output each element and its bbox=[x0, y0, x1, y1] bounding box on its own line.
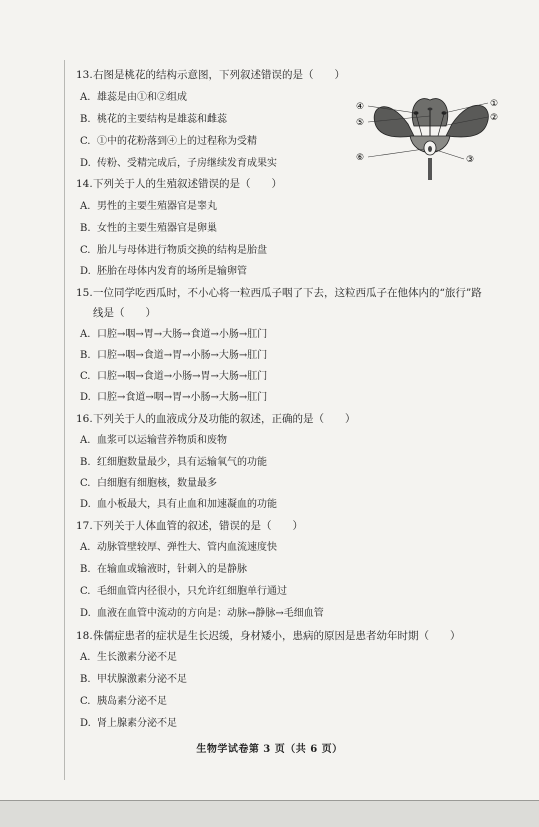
question-14-option-b[interactable]: B. 女性的主要生殖器官是卵巢 bbox=[80, 223, 217, 234]
figure-label-2: ② bbox=[490, 113, 499, 123]
question-13-text: 右图是桃花的结构示意图，下列叙述错误的是（ ） bbox=[93, 69, 345, 81]
page-footer: 生物学试卷第 3 页（共 6 页） bbox=[196, 744, 343, 755]
question-18-text: 侏儒症患者的症状是生长迟缓，身材矮小，患病的原因是患者幼年时期（ ） bbox=[93, 630, 461, 642]
question-16-stem bbox=[76, 412, 356, 426]
question-14-option-c[interactable]: C. 胎儿与母体进行物质交换的结构是胎盘 bbox=[80, 245, 267, 256]
question-17-option-b[interactable]: B. 在输血或输液时，针刺入的是静脉 bbox=[80, 564, 247, 575]
question-18-option-a[interactable]: A. 生长激素分泌不足 bbox=[80, 652, 177, 663]
question-15-option-d[interactable]: D. 口腔→食道→咽→胃→小肠→大肠→肛门 bbox=[80, 392, 268, 403]
question-13-option-d[interactable]: D. 传粉、受精完成后，子房继续发育成果实 bbox=[80, 158, 277, 169]
question-14-option-a[interactable]: A. 男性的主要生殖器官是睾丸 bbox=[80, 201, 217, 212]
pistil-stigma bbox=[428, 108, 433, 111]
question-17-text: 下列关于人体血管的叙述，错误的是（ ） bbox=[93, 520, 303, 532]
scan-bottom-edge bbox=[0, 800, 539, 827]
figure-label-1: ① bbox=[490, 99, 499, 109]
stalk-shape bbox=[428, 158, 432, 180]
question-18-option-c[interactable]: C. 胰岛素分泌不足 bbox=[80, 696, 167, 707]
ovule-shape bbox=[428, 146, 432, 152]
question-17-stem bbox=[76, 519, 303, 533]
question-18-stem bbox=[76, 629, 461, 643]
question-18-number: 18. bbox=[76, 630, 93, 642]
question-14-text: 下列关于人的生殖叙述错误的是（ ） bbox=[93, 178, 282, 190]
question-14-stem bbox=[76, 177, 282, 191]
question-14-option-d[interactable]: D. 胚胎在母体内发育的场所是输卵管 bbox=[80, 266, 247, 277]
leader-3 bbox=[436, 150, 464, 159]
figure-label-6: ⑥ bbox=[356, 153, 365, 163]
question-13-option-b[interactable]: B. 桃花的主要结构是雄蕊和雌蕊 bbox=[80, 114, 227, 125]
question-17-option-d[interactable]: D. 血液在血管中流动的方向是：动脉→静脉→毛细血管 bbox=[80, 608, 324, 619]
question-15-option-b[interactable]: B. 口腔→咽→食道→胃→小肠→大肠→肛门 bbox=[80, 350, 268, 361]
question-16-option-a[interactable]: A. 血浆可以运输营养物质和废物 bbox=[80, 435, 227, 446]
peach-flower-figure bbox=[348, 86, 508, 182]
question-13-option-a[interactable]: A. 雄蕊是由①和②组成 bbox=[80, 92, 187, 103]
question-15-stem bbox=[76, 286, 482, 300]
question-18-option-b[interactable]: B. 甲状腺激素分泌不足 bbox=[80, 674, 187, 685]
question-17-option-c[interactable]: C. 毛细血管内径很小，只允许红细胞单行通过 bbox=[80, 586, 287, 597]
question-13-stem bbox=[76, 68, 345, 82]
question-15-number: 15. bbox=[76, 287, 93, 299]
figure-label-4: ④ bbox=[356, 102, 365, 112]
figure-label-3: ③ bbox=[466, 155, 475, 165]
question-16-number: 16. bbox=[76, 413, 93, 425]
question-13-option-c[interactable]: C. ①中的花粉落到④上的过程称为受精 bbox=[80, 136, 257, 147]
leader-6 bbox=[368, 149, 424, 157]
question-16-text: 下列关于人的血液成分及功能的叙述，正确的是（ ） bbox=[93, 413, 356, 425]
question-16-option-c[interactable]: C. 白细胞有细胞核，数量最多 bbox=[80, 478, 217, 489]
peach-flower-diagram bbox=[348, 86, 508, 182]
question-15-stem-continued: 线是（ ） bbox=[93, 307, 156, 319]
figure-label-5: ⑤ bbox=[356, 118, 365, 128]
question-15-text: 一位同学吃西瓜时，不小心将一粒西瓜子咽了下去，这粒西瓜子在他体内的“旅行”路 bbox=[93, 287, 482, 299]
question-18-option-d[interactable]: D. 肾上腺素分泌不足 bbox=[80, 718, 177, 729]
question-17-number: 17. bbox=[76, 520, 93, 532]
question-14-number: 14. bbox=[76, 178, 93, 190]
question-17-option-a[interactable]: A. 动脉管壁较厚、弹性大、管内血流速度快 bbox=[80, 542, 277, 553]
question-16-option-b[interactable]: B. 红细胞数量最少，具有运输氧气的功能 bbox=[80, 457, 267, 468]
margin-line bbox=[64, 60, 65, 780]
question-15-option-a[interactable]: A. 口腔→咽→胃→大肠→食道→小肠→肛门 bbox=[80, 329, 268, 340]
question-13-number: 13. bbox=[76, 69, 93, 81]
petal-left-shape bbox=[374, 107, 414, 137]
question-16-option-d[interactable]: D. 血小板最大，具有止血和加速凝血的功能 bbox=[80, 499, 277, 510]
question-15-option-c[interactable]: C. 口腔→咽→食道→小肠→胃→大肠→肛门 bbox=[80, 371, 268, 382]
